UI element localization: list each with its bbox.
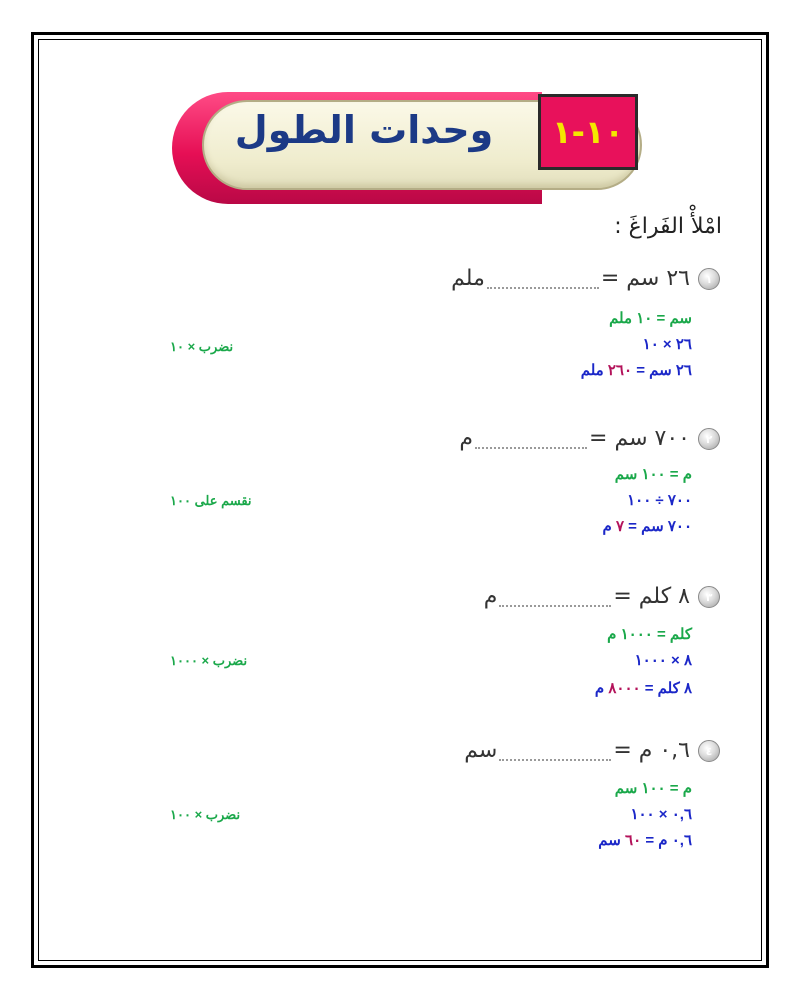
question-line [451,262,690,296]
answer-blank[interactable] [499,741,611,761]
answer-unit: سم [598,832,621,849]
instruction-text: امْلأْ الفَراغَ : [614,214,722,239]
question-unit: م [483,584,498,609]
answer-line [595,676,692,702]
conversion-fact: م = ١٠٠ سم [614,466,692,483]
conversion-fact: سم = ١٠ ملم [609,310,692,327]
question-text: ٨ كلم = [613,584,690,609]
lesson-title: وحدات الطول [234,108,494,152]
question-unit: سم [464,738,498,763]
answer-prefix: ٠,٦ م = [645,832,692,849]
exercise-number-badge: ٤ [698,740,720,762]
answer-value: ٧ [615,518,624,535]
method-note: نضرب × ١٠٠ [170,807,241,822]
calculation-step: ٧٠٠ ÷ ١٠٠ [627,492,692,509]
answer-blank[interactable] [499,587,611,607]
exercise-number-badge: ٣ [698,586,720,608]
question-line [464,734,690,768]
answer-unit: م [602,518,612,535]
conversion-fact: كلم = ١٠٠٠ م [607,626,692,643]
answer-value: ٦٠ [625,832,642,849]
answer-value: ٢٦٠ [607,362,633,379]
exercise-number-badge: ٢ [698,428,720,450]
answer-blank[interactable] [487,269,599,289]
answer-prefix: ٢٦ سم = [636,362,692,379]
conversion-fact: م = ١٠٠ سم [614,780,692,797]
answer-line [602,514,692,540]
question-line [459,422,690,456]
question-unit: م [459,426,474,451]
method-note: نضرب × ١٠ [170,339,234,354]
answer-prefix: ٨ كلم = [644,680,692,697]
question-unit: ملم [451,266,485,291]
calculation-step: ٨ × ١٠٠٠ [634,652,692,669]
answer-value: ٨٠٠٠ [608,680,641,697]
lesson-banner [172,86,652,210]
answer-prefix: ٧٠٠ سم = [628,518,692,535]
answer-blank[interactable] [475,429,587,449]
question-text: ٢٦ سم = [600,266,690,291]
exercise-number-badge: ١ [698,268,720,290]
answer-line [598,828,692,854]
method-note: نضرب × ١٠٠٠ [170,653,248,668]
question-line [484,580,690,614]
answer-unit: ملم [580,362,604,379]
calculation-step: ٢٦ × ١٠ [642,336,692,353]
method-note: نقسم على ١٠٠ [170,493,252,508]
question-text: ٧٠٠ سم = [589,426,690,451]
question-text: ٠,٦ م = [613,738,690,763]
calculation-step: ٠,٦ × ١٠٠ [630,806,692,823]
answer-unit: م [594,680,605,697]
answer-line [581,358,692,384]
lesson-number: ١٠-١ [538,94,638,170]
